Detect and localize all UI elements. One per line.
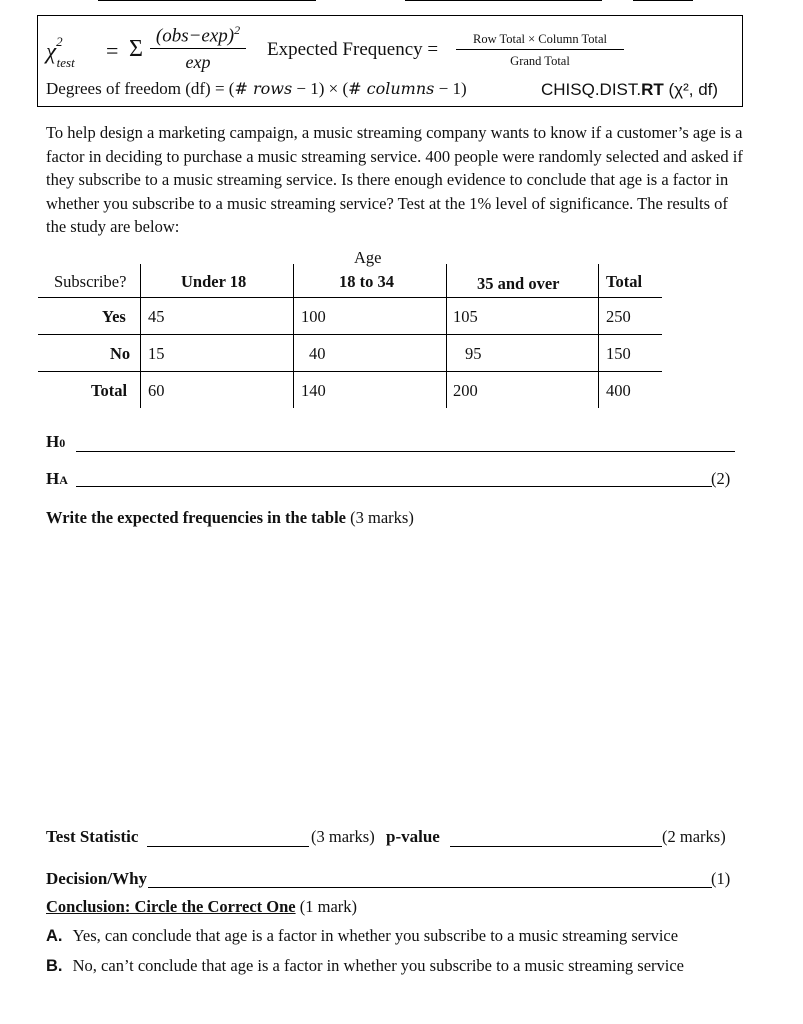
chi-square-symbol: $\chi^2_{test}$ [46,34,75,71]
cell-no-35-and-over: 95 [465,344,482,363]
expected-frequencies-instruction: Write the expected frequencies in the table (3 marks) [46,508,414,527]
conclusion-heading: Conclusion: Circle the Correct One (1 mark) [46,897,358,916]
sigma-symbol: Σ [129,36,143,62]
null-hypothesis-line[interactable] [76,451,735,452]
decision-label: Decision/Why [46,869,148,888]
top-rule-2 [405,0,602,1]
question-paragraph: To help design a marketing campaign, a music streaming company wants to know if a customer’s age is a factor in deciding to purchase a music streaming service. 400 people were randomly selected and asked if they subscribe to a music streaming service. Is there enough evidence to conclude that age is a factor in whether you subscribe to a music streaming service? Test at the 1% level of significance. The results of the study are below: [46,123,743,237]
option-b[interactable] [46,956,684,976]
option-a-letter: A. [46,927,63,945]
col-header-35-and-over: 35 and over [477,274,560,293]
row-label-no: No [110,344,131,363]
table-rule-yes [38,334,662,335]
col-header-18-to-34: 18 to 34 [339,272,394,291]
hypotheses-marks: (2) [711,469,731,488]
p-value-label: p-value [386,827,440,846]
degrees-of-freedom-formula: Degrees of freedom (df) = (# rows − 1) × (# columns − 1) [46,79,467,98]
test-statistic-label: Test Statistic [46,827,139,846]
cell-yes-35-and-over: 105 [453,307,478,326]
alternative-hypothesis-line[interactable] [76,486,712,487]
table-divider-2 [293,264,294,408]
null-hypothesis-label: H0 [46,432,66,451]
option-a[interactable] [46,926,678,946]
age-group-header: Age [354,248,382,267]
equals-sign: = [106,38,119,63]
table-divider-3 [446,264,447,408]
test-statistic-marks: (3 marks) [311,827,375,846]
table-divider-1 [140,264,141,408]
alternative-hypothesis-label: HA [46,469,68,488]
cell-total-35-and-over: 200 [453,381,478,400]
subscribe-header: Subscribe? [54,272,127,291]
table-rule-header [38,297,662,298]
row-label-yes: Yes [102,307,126,326]
cell-yes-under-18: 45 [148,307,165,326]
p-value-marks: (2 marks) [662,827,726,846]
top-rule-1 [98,0,316,1]
p-value-line[interactable] [450,846,662,847]
chisq-dist-formula: CHISQ.DIST.RT (χ², df) [541,80,719,99]
top-rule-3 [633,0,693,1]
option-b-text: No, can’t conclude that age is a factor in whether you subscribe to a music streaming service [72,956,684,975]
table-rule-no [38,371,662,372]
col-header-total: Total [606,272,643,291]
chi-square-fraction: $(obs-\exp)^2$ exp [150,23,246,73]
formula-box [37,15,743,107]
test-statistic-line[interactable] [147,846,309,847]
row-label-total: Total [91,381,128,400]
option-b-letter: B. [46,957,63,975]
col-header-under-18: Under 18 [181,272,247,291]
option-a-text: Yes, can conclude that age is a factor in whether you subscribe to a music streaming service [72,926,679,945]
cell-yes-18-to-34: 100 [301,307,326,326]
expected-frequency-label: Expected Frequency = [267,39,439,60]
table-divider-4 [598,264,599,408]
cell-yes-total: 250 [606,307,631,326]
cell-no-18-to-34: 40 [309,344,326,363]
cell-total-under-18: 60 [148,381,165,400]
cell-no-total: 150 [606,344,631,363]
cell-no-under-18: 15 [148,344,165,363]
cell-total-total: 400 [606,381,631,400]
expected-frequency-fraction: Row Total × Column Total Grand Total [456,32,624,69]
decision-line[interactable] [148,887,712,888]
decision-marks: (1) [711,869,731,888]
cell-total-18-to-34: 140 [301,381,326,400]
